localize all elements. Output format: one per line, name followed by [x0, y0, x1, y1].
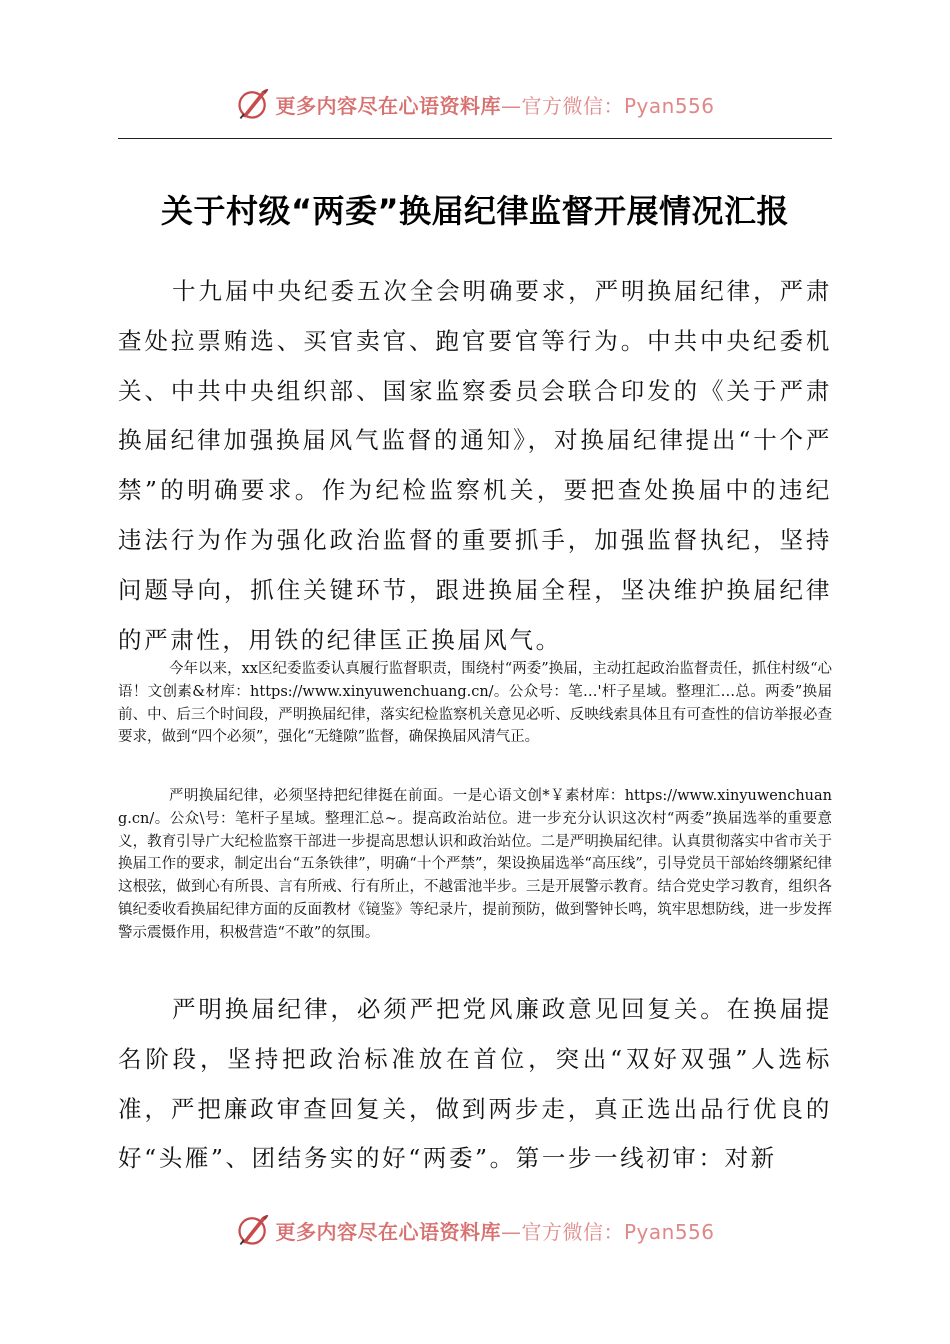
- banner-separator: —: [500, 1219, 522, 1244]
- banner-wechat-label: 官方微信：: [521, 1219, 624, 1244]
- body-paragraph-4: 严明换届纪律，必须严把党风廉政意见回复关。在换届提名阶段，坚持把政治标准放在首位，突出“双好双强”人选标准，严把廉政审查回复关，做到两步走，真正选出品行优良的好“头雁”、团结务实的好“两委”。第一步一线初审：对新: [118, 995, 832, 1173]
- banner-text: [275, 90, 714, 119]
- banner-main-text: 更多内容尽在心语资料库: [275, 1219, 501, 1244]
- quill-pen-logo-icon: [235, 1212, 271, 1248]
- banner-separator: —: [500, 93, 522, 118]
- body-paragraph-3: 严明换届纪律，必须坚持把纪律挺在前面。一是心语文创*￥素材库：https://www.xinyuwenchuang.cn/。公众\号：笔杆子星域。整理汇总~。提高政治站位。进一步充分认识这次村“两委”换届选举的重要意义，教育引导广大纪检监察干部进一步提高思想认识和政治站位。二是严明换届纪律。认真贯彻落实中省市关于换届工作的要求，制定出台“五条铁律”，明确“十个严禁”，架设换届选举“高压线”，引导党员干部始终绷紧纪律这根弦，做到心有所畏、言有所戒、行有所止，不越雷池半步。三是开展警示教育。结合党史学习教育，组织各镇纪委收看换届纪律方面的反面教材《镜鉴》等纪录片，提前预防，做到警钟长鸣，筑牢思想防线，进一步发挥警示震慑作用，积极营造“不敢”的氛围。: [118, 788, 832, 941]
- document-title: 关于村级“两委”换届纪律监督开展情况汇报: [160, 192, 790, 230]
- body-paragraph-1: 十九届中央纪委五次全会明确要求，严明换届纪律，严肃查处拉票贿选、买官卖官、跑官要官等行为。中共中央纪委机关、中共中央组织部、国家监察委员会联合印发的《关于严肃换届纪律加强换届风气监督的通知》，对换届纪律提出“十个严禁”的明确要求。作为纪检监察机关，要把查处换届中的违纪违法行为作为强化政治监督的重要抓手，加强监督执纪，坚持问题导向，抓住关键环节，跟进换届全程，坚决维护换届纪律的严肃性，用铁的纪律匡正换届风气。: [118, 277, 832, 654]
- banner-main-text: 更多内容尽在心语资料库: [275, 93, 501, 118]
- banner-text: [275, 1216, 714, 1245]
- banner-wechat-id: Pyan556: [623, 93, 715, 118]
- header-watermark-banner: [0, 84, 950, 124]
- body-paragraph-2: 今年以来，xx区纪委监委认真履行监督职责，围绕村“两委”换届，主动扛起政治监督责任，抓住村级“心语！文创素&材库：https://www.xinyuwenchuang.cn/。公众号：笔…'杆子星域。整理汇…总。两委”换届前、中、后三个时间段，严明换届纪律，落实纪检监察机关意见必听、反映线索具体且有可查性的信访举报必查要求，做到“四个必须”，强化“无缝隙”监督，确保换届风清气正。: [118, 661, 832, 746]
- footer-watermark-banner: [0, 1210, 950, 1250]
- quill-pen-logo-icon: [235, 86, 271, 122]
- banner-wechat-label: 官方微信：: [521, 93, 624, 118]
- banner-wechat-id: Pyan556: [623, 1219, 715, 1244]
- header-divider: [118, 138, 832, 139]
